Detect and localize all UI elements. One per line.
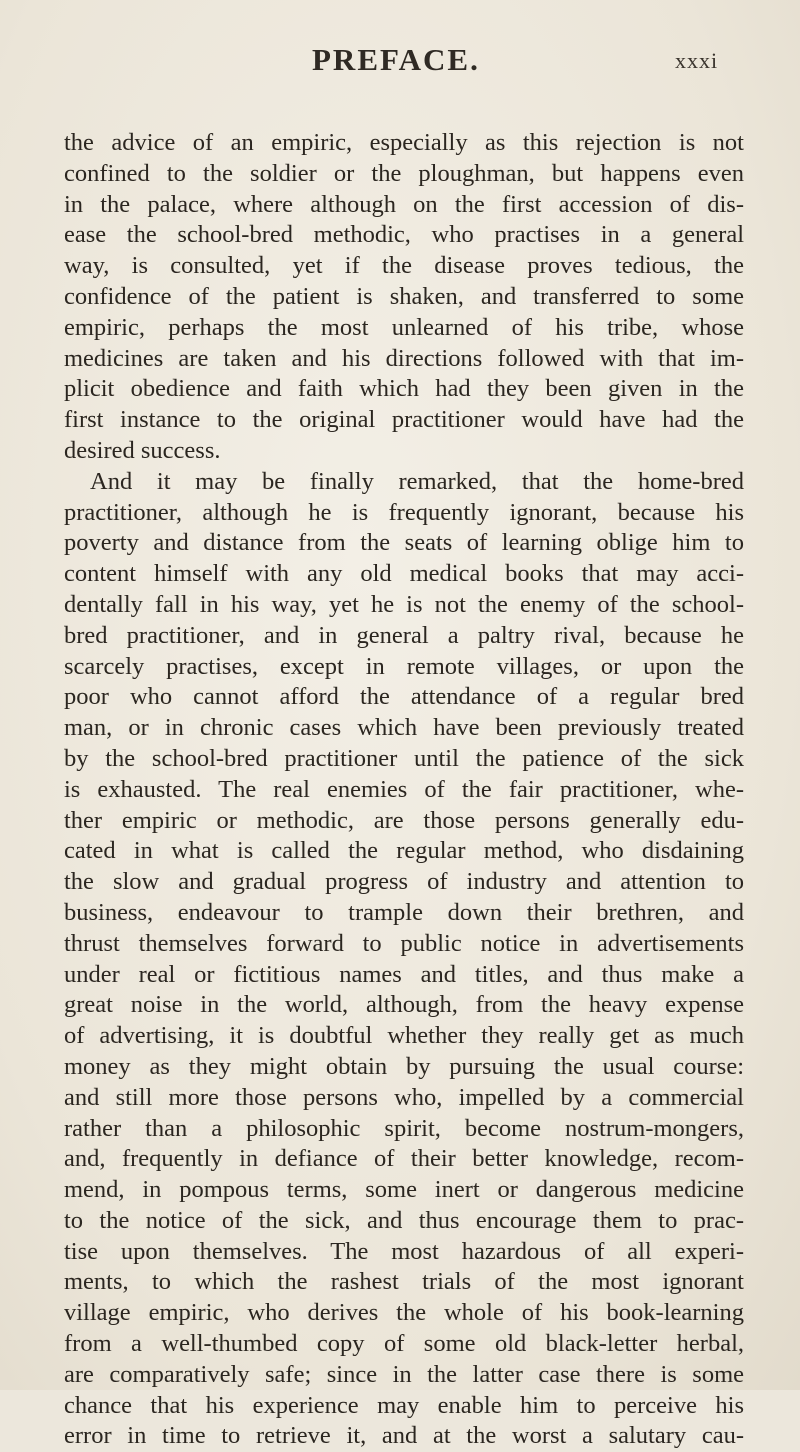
text-line: confined to the soldier or the ploughman, but happens even xyxy=(64,159,744,187)
body-text xyxy=(64,128,744,1452)
text-line: plicit obedience and faith which had they been given in the xyxy=(64,375,744,403)
text-line: man, or in chronic cases which have been previously treated xyxy=(64,714,744,742)
text-line: the advice of an empiric, especially as this rejection is not xyxy=(64,129,744,156)
running-head xyxy=(0,42,800,82)
text-line: scarcely practises, except in remote villages, or upon the xyxy=(64,652,744,680)
text-line: rather than a philosophic spirit, become nostrum-mongers, xyxy=(64,1114,744,1142)
text-line: from a well-thumbed copy of some old black-letter herbal, xyxy=(64,1330,744,1358)
text-line: under real or fictitious names and titles, and thus make a xyxy=(64,960,744,988)
text-line: the slow and gradual progress of industry and attention to xyxy=(64,868,744,896)
text-line: bred practitioner, and in general a paltry rival, because he xyxy=(64,621,744,649)
text-line: empiric, perhaps the most unlearned of his tribe, whose xyxy=(64,313,744,341)
text-line: poverty and distance from the seats of learning oblige him to xyxy=(64,529,744,557)
text-line: in the palace, where although on the first accession of dis- xyxy=(64,190,744,218)
text-line: are comparatively safe; since in the latter case there is some xyxy=(64,1360,744,1388)
text-line: content himself with any old medical books that may acci- xyxy=(64,560,744,588)
text-line: first instance to the original practitioner would have had the xyxy=(64,406,744,434)
text-line-paragraph-start: And it may be finally remarked, that the home-bred xyxy=(90,467,744,495)
text-line: and, frequently in defiance of their better knowledge, recom- xyxy=(64,1145,744,1173)
text-line: money as they might obtain by pursuing the usual course: xyxy=(64,1052,744,1080)
text-line: of advertising, it is doubtful whether they really get as much xyxy=(64,1022,744,1050)
text-line: by the school-bred practitioner until the patience of the sick xyxy=(64,744,744,772)
text-line: to the notice of the sick, and thus encourage them to prac- xyxy=(64,1206,744,1234)
text-line-paragraph-end: desired success. xyxy=(64,436,221,464)
text-line: error in time to retrieve it, and at the worst a salutary cau- xyxy=(64,1422,744,1450)
text-line: and still more those persons who, impelled by a commercial xyxy=(64,1083,744,1111)
text-line: cated in what is called the regular method, who disdaining xyxy=(64,837,744,865)
text-line: confidence of the patient is shaken, and transferred to some xyxy=(64,282,744,310)
text-line: ease the school-bred methodic, who practises in a general xyxy=(64,221,744,249)
running-title: PREFACE. xyxy=(312,42,480,77)
text-line: village empiric, who derives the whole of his book-learning xyxy=(64,1299,744,1327)
text-line: dentally fall in his way, yet he is not the enemy of the school- xyxy=(64,590,744,618)
text-line: medicines are taken and his directions followed with that im- xyxy=(64,344,744,372)
text-line: poor who cannot afford the attendance of a regular bred xyxy=(64,683,744,711)
text-line: chance that his experience may enable him to perceive his xyxy=(64,1391,744,1419)
page-number: xxxi xyxy=(675,48,719,73)
text-line: ther empiric or methodic, are those persons generally edu- xyxy=(64,806,744,834)
text-line: way, is consulted, yet if the disease proves tedious, the xyxy=(64,252,744,280)
text-line: is exhausted. The real enemies of the fair practitioner, whe- xyxy=(64,775,744,803)
text-line: mend, in pompous terms, some inert or dangerous medicine xyxy=(64,1176,744,1204)
text-line: thrust themselves forward to public notice in advertisements xyxy=(64,929,744,957)
text-line: great noise in the world, although, from the heavy expense xyxy=(64,991,744,1019)
text-line: ments, to which the rashest trials of the most ignorant xyxy=(64,1268,744,1296)
text-line: business, endeavour to trample down their brethren, and xyxy=(64,898,744,926)
text-line: practitioner, although he is frequently ignorant, because his xyxy=(64,498,744,526)
text-line: tise upon themselves. The most hazardous of all experi- xyxy=(64,1237,744,1265)
